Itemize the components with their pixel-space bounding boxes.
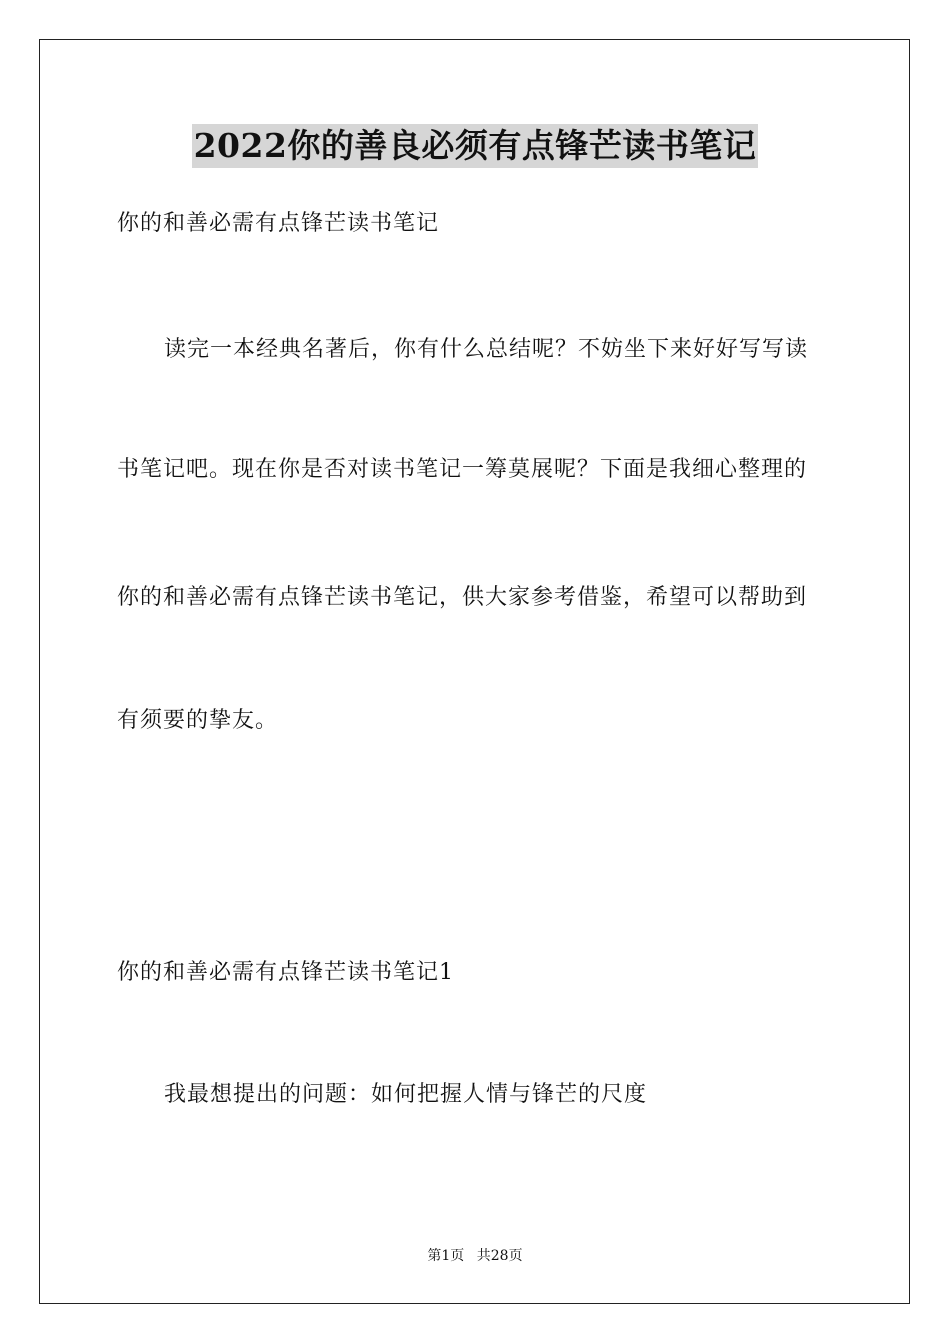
intro-line-4: 有须要的挚友。 [117, 708, 279, 733]
document-title: 2022你的善良必须有点锋芒读书笔记 [192, 124, 759, 168]
page-total: 共28页 [476, 1248, 523, 1264]
intro-line-1: 读完一本经典名著后，你有什么总结呢？不妨坐下来好好写写读 [164, 337, 809, 362]
title-container [0, 124, 950, 168]
intro-line-3: 你的和善必需有点锋芒读书笔记，供大家参考借鉴，希望可以帮助到 [117, 585, 808, 610]
section-paragraph: 我最想提出的问题：如何把握人情与锋芒的尺度 [164, 1082, 648, 1107]
section-heading: 你的和善必需有点锋芒读书笔记1 [117, 960, 454, 985]
document-subtitle: 你的和善必需有点锋芒读书笔记 [117, 211, 440, 236]
page-footer [0, 1247, 950, 1265]
page-current: 第1页 [427, 1248, 465, 1264]
intro-line-2: 书笔记吧。现在你是否对读书笔记一筹莫展呢？下面是我细心整理的 [117, 457, 808, 482]
